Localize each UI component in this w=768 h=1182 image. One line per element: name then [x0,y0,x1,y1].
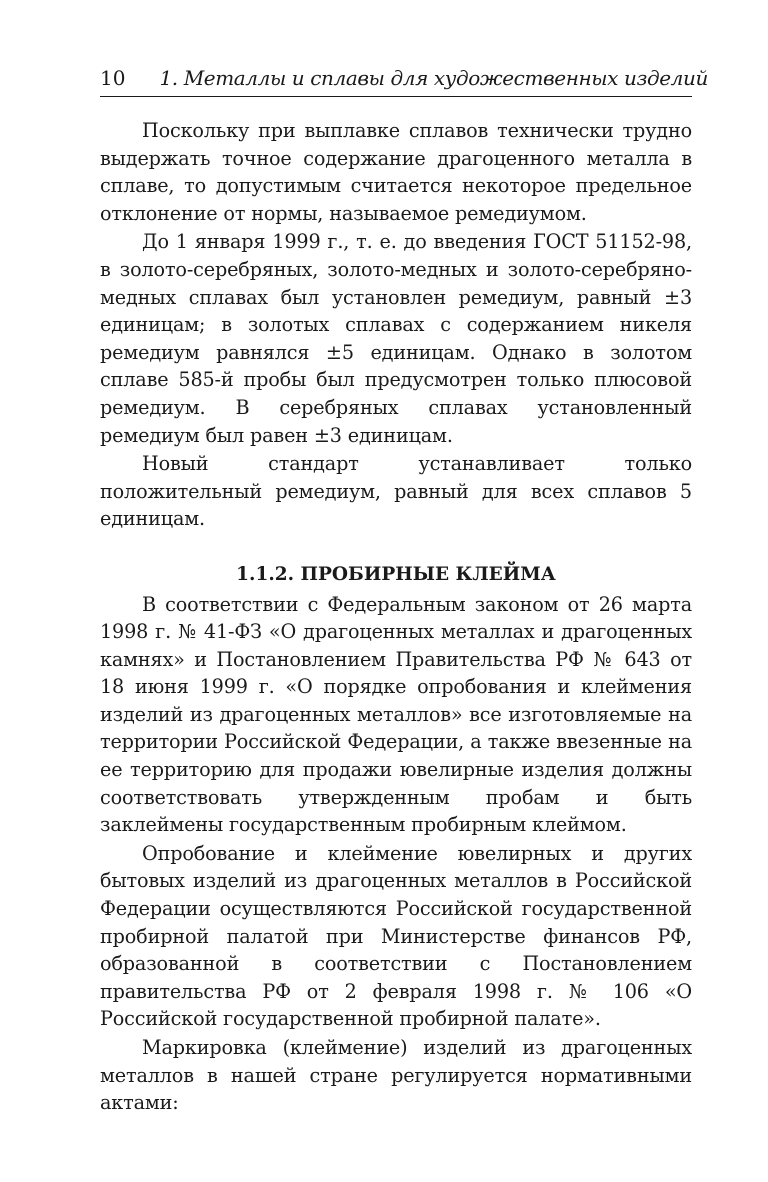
paragraph: Маркировка (клеймение) изделий из драгоценных металлов в нашей стране регулируется нормативными актами: [100,1036,692,1115]
paragraph: В соответствии с Федеральным законом от 26 марта 1998 г. № 41-ФЗ «О драгоценных металлах и драгоценных камнях» и Постановлением Правительства РФ № 643 от 18 июня 1999 г. «О порядке опробования и клеймения изделий из драгоценных металлов» все изготовляемые на территории Российской Федерации, а также ввезенные на ее территорию для продажи ювелирные изделия должны соответствовать утвержденным пробам и быть заклеймены государственным пробирным клеймом. [100,592,692,837]
running-header [100,64,708,97]
book-page [100,64,708,1117]
page-number: 10 [100,66,126,90]
paragraph: До 1 января 1999 г., т. е. до введения ГОСТ 51152-98, в золото-серебряных, золото-медных и золото-серебряно-медных сплавах был установлен ремедиум, равный ±3 единицам; в золотых сплавах с содержанием никеля ремедиум равнялся ±5 единицам. Однако в золотом сплаве 585-й пробы был предусмотрен только плюсовой ремедиум. В серебряных сплавах установленный ремедиум был равен ±3 единицам. [100,230,692,447]
section-heading: 1.1.2. ПРОБИРНЫЕ КЛЕЙМА [236,563,556,585]
running-title: 1. Металлы и сплавы для художественных изделий [159,66,708,90]
paragraph: Опробование и клеймение ювелирных и других бытовых изделий из драгоценных металлов в Российской Федерации осуществляются Российской государственной пробирной палатой при Министерстве финансов РФ, образованной в соответствии с Постановлением правительства РФ от 2 февраля 1998 г. № 106 «О Российской государственной пробирной палате». [100,841,692,1031]
body-text [100,117,692,1117]
paragraph: Поскольку при выплавке сплавов технически трудно выдержать точное содержание драгоценного металла в сплаве, то допустимым считается некоторое предельное отклонение от нормы, называемое ремедиумом. [100,119,692,225]
paragraph: Новый стандарт устанавливает только положительный ремедиум, равный для всех сплавов 5 единицам. [100,452,692,531]
